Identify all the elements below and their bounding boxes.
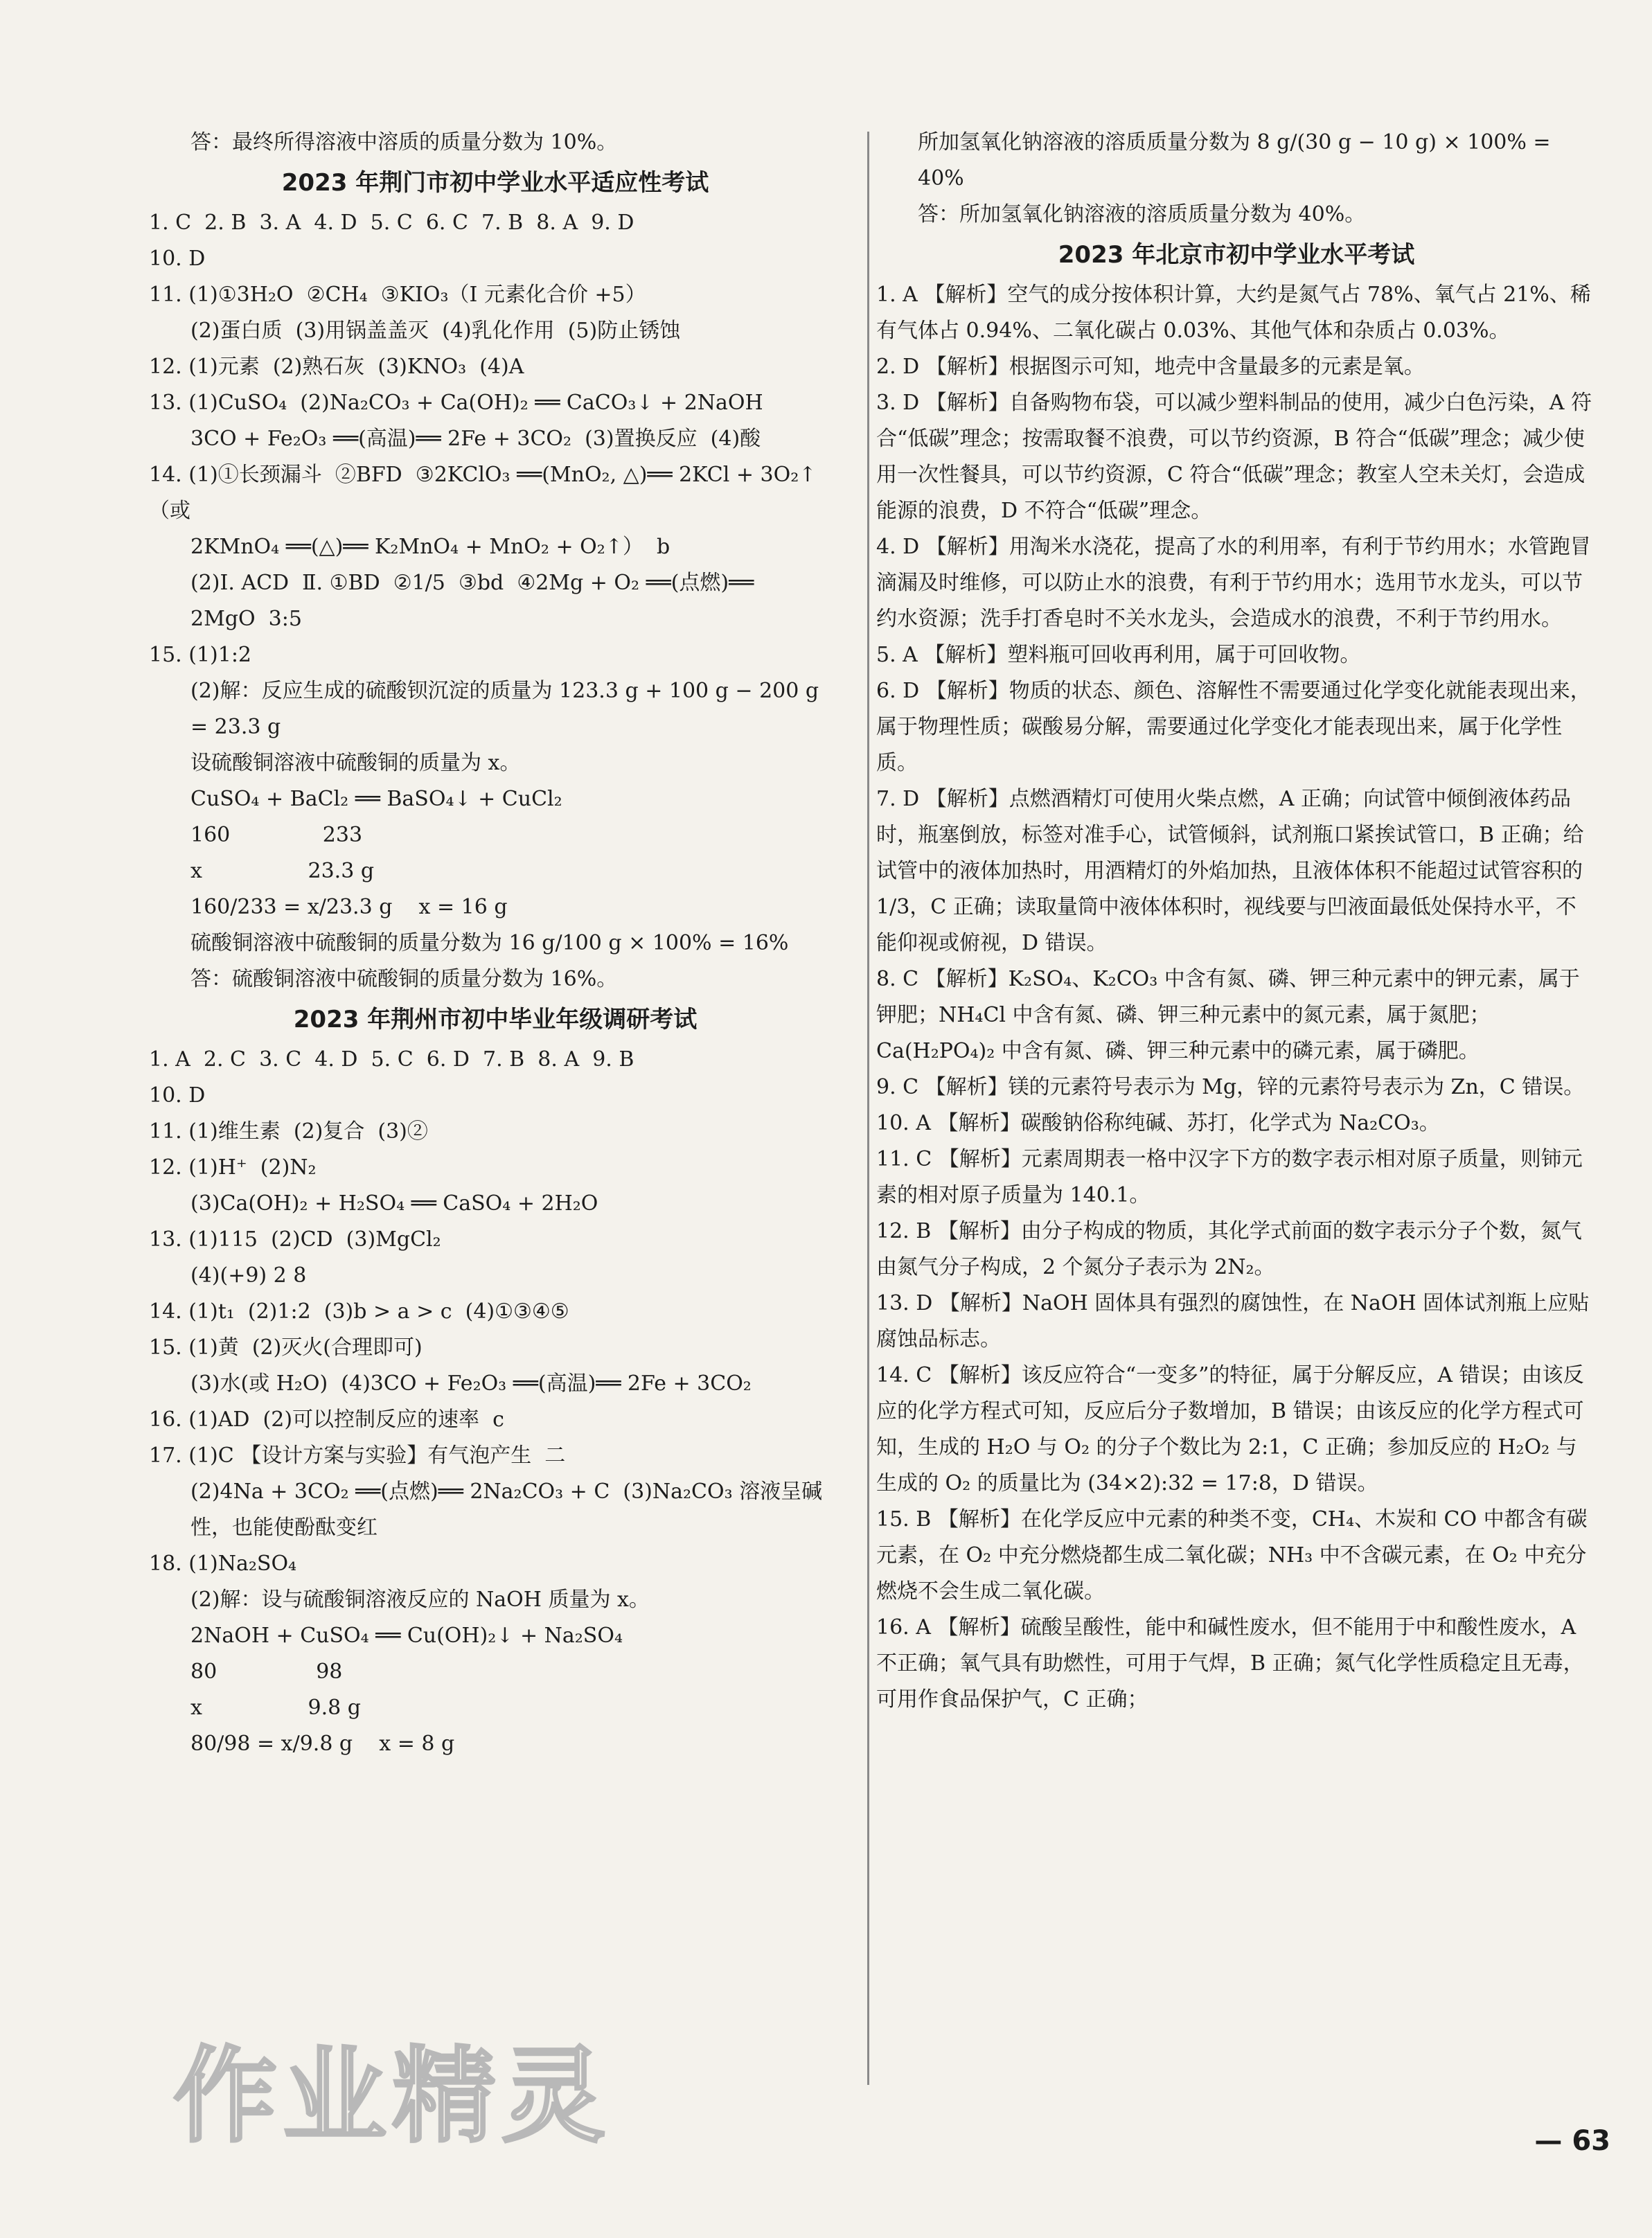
text-line: 2MgO 3:5 xyxy=(190,607,302,631)
text-line: (2)蛋白质 (3)用锅盖盖灭 (4)乳化作用 (5)防止锈蚀 xyxy=(190,319,681,343)
text-line: 11. C 【解析】元素周期表一格中汉字下方的数字表示相对原子质量，则铈元素的相对原子质量为 140.1。 xyxy=(876,1147,1583,1207)
text-line: 所加氢氧化钠溶液的溶质质量分数为 8 g/(30 g − 10 g) × 100% = 40% xyxy=(918,130,1558,190)
text-line: (4)(+9) 2 8 xyxy=(190,1263,307,1288)
text-line: 12. (1)元素 (2)熟石灰 (3)KNO₃ (4)A xyxy=(149,355,524,379)
text-line: 15. B 【解析】在化学反应中元素的种类不变，CH₄、木炭和 CO 中都含有碳元素，在 O₂ 中充分燃烧都生成二氧化碳；NH₃ 中不含碳元素，在 O₂ 中充分燃烧不会生成二氧化碳。 xyxy=(876,1507,1588,1604)
text-line: 10. A 【解析】碳酸钠俗称纯碱、苏打，化学式为 Na₂CO₃。 xyxy=(876,1111,1440,1135)
text-line: (2)Ⅰ. ACD Ⅱ. ①BD ②1/5 ③bd ④2Mg + O₂ ══(点燃)══ xyxy=(190,571,754,595)
text-line: 设硫酸铜溶液中硫酸铜的质量为 x。 xyxy=(190,751,521,775)
text-line: 13. (1)115 (2)CD (3)MgCl₂ xyxy=(149,1227,441,1252)
text-line: (3)水(或 H₂O) (4)3CO + Fe₂O₃ ══(高温)══ 2Fe + 3CO₂ xyxy=(190,1371,752,1396)
text-line: 11. (1)①3H₂O ②CH₄ ③KIO₃（I 元素化合价 +5） xyxy=(149,283,646,307)
section-heading: 2023 年荆门市初中学业水平适应性考试 xyxy=(281,169,709,197)
text-line: 12. B 【解析】由分子构成的物质，其化学式前面的数字表示分子个数，氮气由氮气分子构成，2 个氮分子表示为 2N₂。 xyxy=(876,1219,1582,1279)
text-line: 11. (1)维生素 (2)复合 (3)② xyxy=(149,1119,428,1144)
text-line: 4. D 【解析】用淘米水浇花，提高了水的利用率，有利于节约用水；水管跑冒滴漏及时维修，可以防止水的浪费，有利于节约用水；选用节水龙头，可以节约水资源；洗手打香皂时不关水龙头，会造成水的浪费，不利于节约用水。 xyxy=(876,535,1591,631)
text-line: 160 233 xyxy=(190,823,363,847)
text-line: 7. D 【解析】点燃酒精灯可使用火柴点燃，A 正确；向试管中倾倒液体药品时，瓶塞倒放，标签对准手心，试管倾斜，试剂瓶口紧挨试管口，B 正确；给试管中的液体加热时，用酒精灯的外焰加热，且液体体积不能超过试管容积的 1/3，C 正确；读取量筒中液体体积时，视线要与凹液面最低处保持水平，不能仰视或俯视，D 错误。 xyxy=(876,787,1590,955)
left-column xyxy=(149,125,842,1762)
text-line: CuSO₄ + BaCl₂ ══ BaSO₄↓ + CuCl₂ xyxy=(190,787,562,811)
text-line: 14. C 【解析】该反应符合“一变多”的特征，属于分解反应，A 错误；由该反应的化学方程式可知，反应后分子数增加，B 错误；由该反应的化学方程式可知，生成的 H₂O 与 O₂ 的分子个数比为 2:1，C 正确；参加反应的 H₂O₂ 与生成的 O₂ 的质量比为 (34×2):32 = 17:8，D 错误。 xyxy=(876,1363,1584,1495)
text-line: 5. A 【解析】塑料瓶可回收再利用，属于可回收物。 xyxy=(876,643,1361,667)
text-line: 1. C 2. B 3. A 4. D 5. C 6. C 7. B 8. A 9. D xyxy=(149,211,634,235)
text-line: (2)4Na + 3CO₂ ══(点燃)══ 2Na₂CO₃ + C (3)Na₂CO₃ 溶液呈碱性，也能使酚酞变红 xyxy=(190,1480,823,1540)
text-line: 18. (1)Na₂SO₄ xyxy=(149,1552,297,1576)
text-line: 160/233 = x/23.3 g x = 16 g xyxy=(190,895,508,919)
right-column xyxy=(876,125,1597,1718)
text-line: 13. D 【解析】NaOH 固体具有强烈的腐蚀性，在 NaOH 固体试剂瓶上应贴腐蚀品标志。 xyxy=(876,1291,1590,1351)
text-line: 3CO + Fe₂O₃ ══(高温)══ 2Fe + 3CO₂ (3)置换反应 (4)酸 xyxy=(190,427,761,451)
text-line: 硫酸铜溶液中硫酸铜的质量分数为 16 g/100 g × 100% = 16% xyxy=(190,931,789,955)
text-line: (2)解：反应生成的硫酸钡沉淀的质量为 123.3 g + 100 g − 200 g = 23.3 g xyxy=(190,679,826,739)
section-heading: 2023 年荆州市初中毕业年级调研考试 xyxy=(293,1006,698,1033)
watermark: 作业精灵 xyxy=(173,2036,612,2157)
text-line: (2)解：设与硫酸铜溶液反应的 NaOH 质量为 x。 xyxy=(190,1588,650,1612)
text-line: 14. (1)①长颈漏斗 ②BFD ③2KClO₃ ══(MnO₂, △)══ 2KCl + 3O₂↑（或 xyxy=(149,463,817,523)
text-line: 2NaOH + CuSO₄ ══ Cu(OH)₂↓ + Na₂SO₄ xyxy=(190,1624,623,1648)
text-line: (3)Ca(OH)₂ + H₂SO₄ ══ CaSO₄ + 2H₂O xyxy=(190,1191,598,1216)
text-line: x 23.3 g xyxy=(190,859,375,883)
text-line: 8. C 【解析】K₂SO₄、K₂CO₃ 中含有氮、磷、钾三种元素中的钾元素，属于钾肥；NH₄Cl 中含有氮、磷、钾三种元素中的氮元素，属于氮肥；Ca(H₂PO₄)₂ 中含有氮、磷、钾三种元素中的磷元素，属于磷肥。 xyxy=(876,967,1580,1063)
text-line: 9. C 【解析】镁的元素符号表示为 Mg，锌的元素符号表示为 Zn，C 错误。 xyxy=(876,1075,1585,1099)
text-line: 16. A 【解析】硫酸呈酸性，能中和碱性废水，但不能用于中和酸性废水，A 不正确；氧气具有助燃性，可用于气焊，B 正确；氮气化学性质稳定且无毒，可用作食品保护气，C 正确； xyxy=(876,1615,1584,1712)
text-line: 2KMnO₄ ══(△)══ K₂MnO₄ + MnO₂ + O₂↑） b xyxy=(190,535,670,559)
text-line: 6. D 【解析】物质的状态、颜色、溶解性不需要通过化学变化就能表现出来，属于物理性质；碳酸易分解，需要通过化学变化才能表现出来，属于化学性质。 xyxy=(876,679,1591,775)
text-line: 答：所加氢氧化钠溶液的溶质质量分数为 40%。 xyxy=(918,202,1366,227)
text-line: 15. (1)1:2 xyxy=(149,643,252,667)
text-line: x 9.8 g xyxy=(190,1696,361,1720)
text-line: 80/98 = x/9.8 g x = 8 g xyxy=(190,1732,455,1756)
text-line: 10. D xyxy=(149,247,206,271)
page-number: — 63 xyxy=(1534,2125,1610,2157)
text-line: 答：硫酸铜溶液中硫酸铜的质量分数为 16%。 xyxy=(190,967,618,991)
text-line: 答：最终所得溶液中溶质的质量分数为 10%。 xyxy=(190,130,618,154)
text-line: 15. (1)黄 (2)灭火(合理即可) xyxy=(149,1335,423,1360)
text-line: 12. (1)H⁺ (2)N₂ xyxy=(149,1155,317,1180)
text-line: 1. A 2. C 3. C 4. D 5. C 6. D 7. B 8. A 9. B xyxy=(149,1047,634,1072)
text-line: 2. D 【解析】根据图示可知，地壳中含量最多的元素是氧。 xyxy=(876,355,1425,379)
text-line: 16. (1)AD (2)可以控制反应的速率 c xyxy=(149,1407,504,1432)
text-line: 10. D xyxy=(149,1083,206,1108)
column-divider xyxy=(867,132,869,2085)
text-line: 1. A 【解析】空气的成分按体积计算，大约是氮气占 78%、氧气占 21%、稀有气体占 0.94%、二氧化碳占 0.03%、其他气体和杂质占 0.03%。 xyxy=(876,283,1591,343)
text-line: 3. D 【解析】自备购物布袋，可以减少塑料制品的使用，减少白色污染，A 符合“低碳”理念；按需取餐不浪费，可以节约资源，B 符合“低碳”理念；减少使用一次性餐具，可以节约资源，C 符合“低碳”理念；教室人空未关灯，会造成能源的浪费，D 不符合“低碳”理念。 xyxy=(876,391,1592,523)
text-line: 14. (1)t₁ (2)1:2 (3)b > a > c (4)①③④⑤ xyxy=(149,1299,569,1324)
section-heading: 2023 年北京市初中学业水平考试 xyxy=(1058,241,1415,269)
text-line: 13. (1)CuSO₄ (2)Na₂CO₃ + Ca(OH)₂ ══ CaCO₃↓ + 2NaOH xyxy=(149,391,763,415)
text-line: 80 98 xyxy=(190,1660,343,1684)
text-line: 17. (1)C 【设计方案与实验】有气泡产生 二 xyxy=(149,1444,566,1468)
